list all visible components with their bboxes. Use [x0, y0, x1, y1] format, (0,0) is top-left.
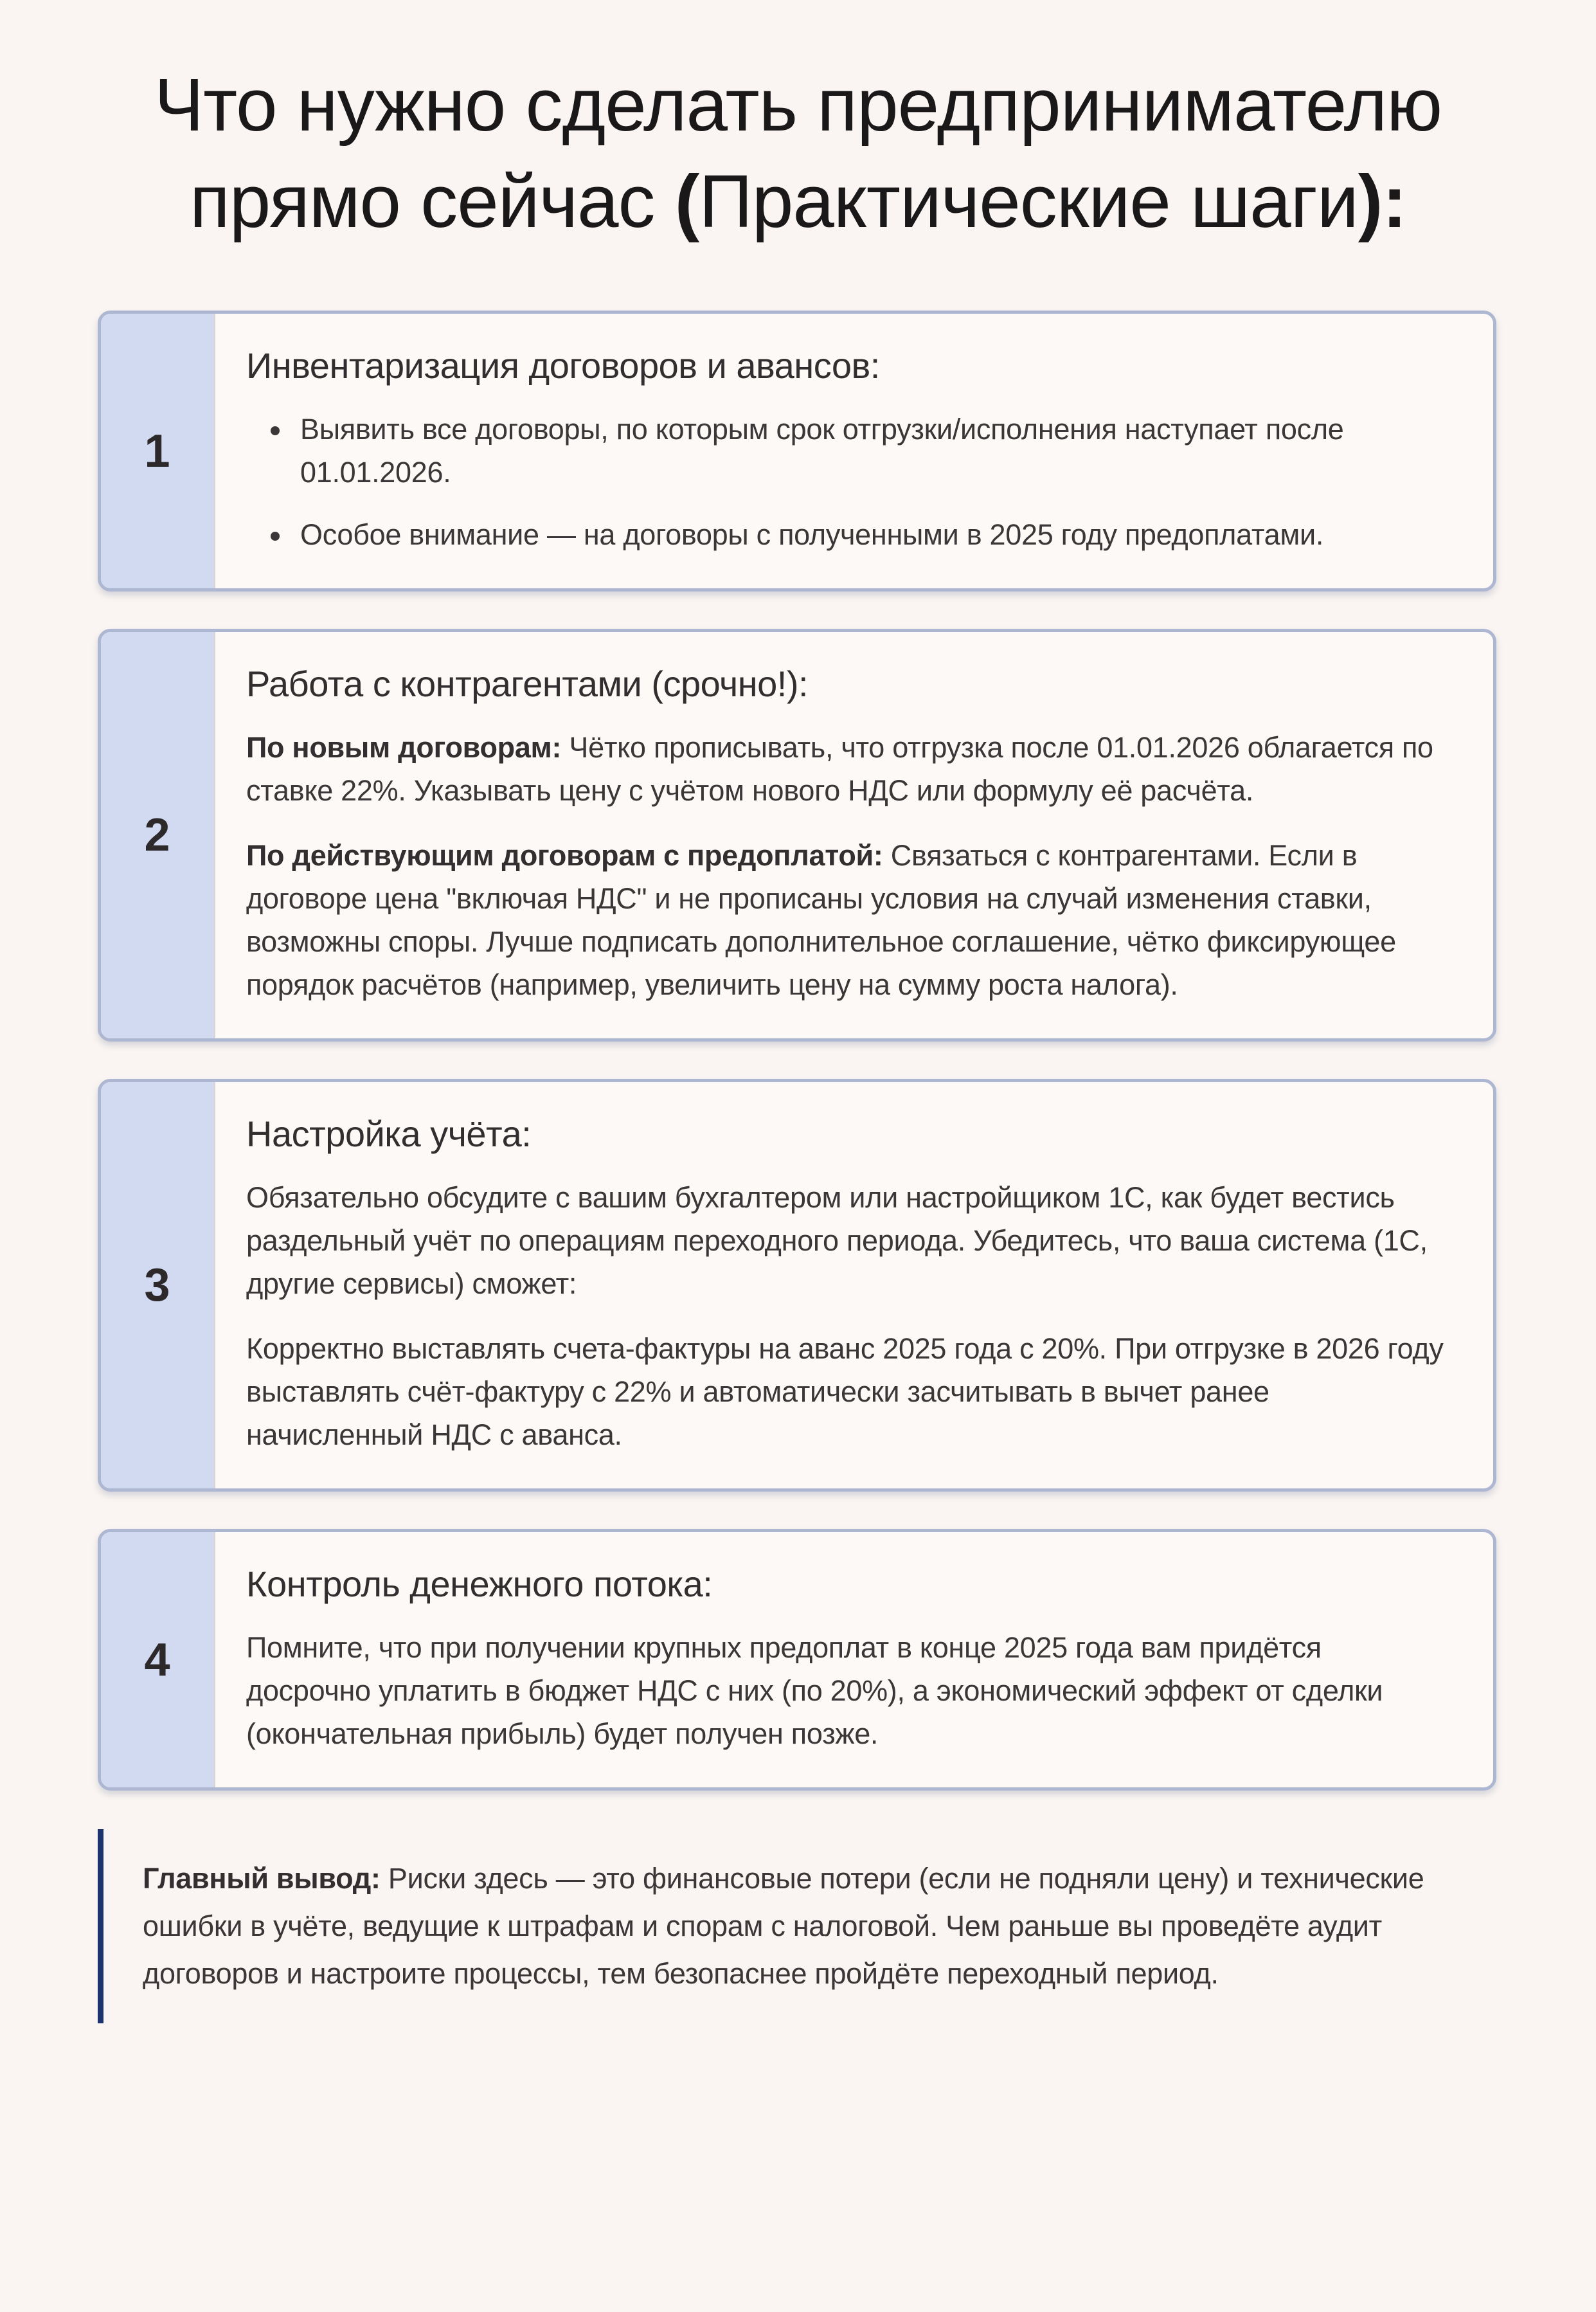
step-card-1 — [98, 311, 1496, 592]
step-heading: Контроль денежного потока: — [246, 1564, 713, 1604]
step-paragraph: Помните, что при получении крупных предоплат в конце 2025 года вам придётся досрочно уплатить в бюджет НДС с них (по 20%), а экономический эффект от сделки (окончательная прибыль) будет получен позже. — [246, 1631, 1383, 1750]
conclusion-lead: Главный вывод: — [143, 1862, 381, 1895]
step-card-2 — [98, 629, 1496, 1042]
conclusion-callout — [98, 1829, 1496, 2023]
step-card-body — [215, 632, 1493, 1038]
step-number: 3 — [144, 1260, 170, 1311]
step-paragraph: Обязательно обсудите с вашим бухгалтером или настройщиком 1С, как будет вестись раздельный учёт по операциям переходного периода. Убедитесь, что ваша система (1С, другие сервисы) сможет: — [246, 1181, 1428, 1300]
lead-label: По действующим договорам с предоплатой: — [246, 839, 883, 872]
step-number-badge — [101, 632, 215, 1038]
step-number-badge — [101, 314, 215, 588]
step-paragraph: По новым договорам: Чётко прописывать, что отгрузка после 01.01.2026 облагается по ставке 22%. Указывать цену с учётом нового НДС или формулу её расчёта. — [246, 731, 1433, 807]
conclusion-text: Риски здесь — это финансовые потери (если не подняли цену) и технические ошибки в учёте, ведущие к штрафам и спорам с налоговой. Чем раньше вы проведёте аудит договоров и настроите процессы, тем безопаснее пройдёте переходный период. — [143, 1862, 1424, 1990]
bullet-list — [246, 408, 1453, 556]
step-paragraph: Корректно выставлять счета-фактуры на аванс 2025 года с 20%. При отгрузке в 2026 году выставлять счёт-фактуру с 22% и автоматически засчитывать в вычет ранее начисленный НДС с аванса. — [246, 1332, 1444, 1451]
steps-list — [98, 311, 1496, 1791]
page-title-line2: прямо сейчас (Практические шаги): — [189, 159, 1407, 243]
step-paragraph: По действующим договорам с предоплатой: Связаться с контрагентами. Если в договоре цена "включая НДС" и не прописаны условия на случай изменения ставки, возможны споры. Лучше подписать дополнительное соглашение, чётко фиксирующее порядок расчётов (например, увеличить цену на сумму роста налога). — [246, 839, 1396, 1001]
step-number: 2 — [144, 809, 170, 861]
step-card-body — [215, 1082, 1493, 1488]
step-card-3 — [98, 1079, 1496, 1492]
bullet-item: • Особое внимание — на договоры с полученными в 2025 году предоплатами. — [292, 513, 1453, 556]
step-number: 1 — [144, 425, 170, 477]
step-card-body — [215, 314, 1493, 588]
step-card-body — [215, 1532, 1493, 1787]
page-title-line1: Что нужно сделать предпринимателю — [154, 63, 1442, 147]
page-title — [77, 57, 1519, 249]
step-heading: Инвентаризация договоров и авансов: — [246, 345, 880, 386]
step-number-badge — [101, 1532, 215, 1787]
step-number: 4 — [144, 1634, 170, 1686]
step-card-4 — [98, 1529, 1496, 1791]
bullet-item: • Выявить все договоры, по которым срок отгрузки/исполнения наступает после 01.01.2026. — [292, 408, 1453, 494]
step-number-badge — [101, 1082, 215, 1488]
lead-label: По новым договорам: — [246, 731, 562, 764]
step-heading: Настройка учёта: — [246, 1114, 532, 1154]
step-heading: Работа с контрагентами (срочно!): — [246, 664, 809, 704]
